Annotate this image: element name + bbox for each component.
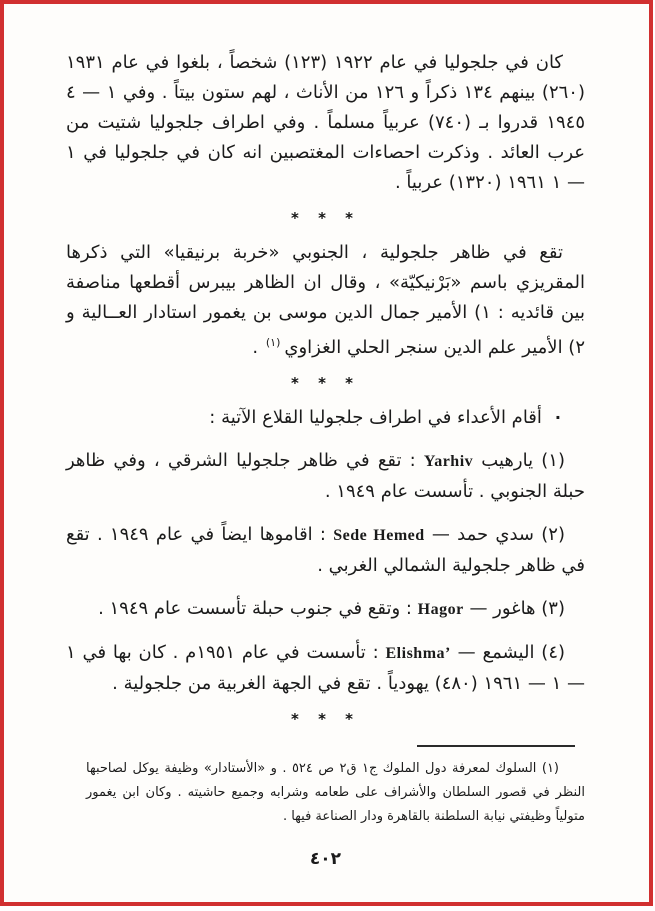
fort-item-3-latin-name: Hagor bbox=[417, 601, 464, 618]
fort-item-1-latin-name: Yarhiv bbox=[423, 453, 474, 470]
fort-item-2-latin-name: Sede Hemed bbox=[333, 527, 425, 544]
section-separator-3: * * * bbox=[291, 710, 360, 728]
fort-item-2-lead: (٢) سدي حمد — bbox=[424, 524, 565, 545]
fort-item-4-latin-name: Elishma’ bbox=[385, 645, 451, 662]
bullet-mark: · bbox=[554, 408, 561, 427]
footnote-text: (١) السلوك لمعرفة دول الملوك ج١ ق٢ ص ٥٢٤ . و «الأستادار» وظيفة يوكل لصاحبها النظر في قصور السلطان والأشراف على طعامه وشرابه وجميع حاشيته . وكان ابن يغمور متولياً وظيفتي نيابة السلطنة بالقاهرة ودار الصناعة فيها . bbox=[86, 761, 585, 824]
fort-item-4 bbox=[66, 638, 585, 699]
paragraph-khirbet-tail: . bbox=[252, 337, 264, 358]
paragraph-demographics: كان في جلجوليا في عام ١٩٢٢ (١٢٣) شخصاً ، بلغوا في عام ١٩٣١ (٢٦٠) بينهم ١٣٤ ذكراً و ١٢٦ من الأناث ، لهم ستون بيتاً . وفي ١ — ٤ ١٩٤٥ قدروا بـ (٧٤٠) عربياً مسلماً . وفي اطراف جلجوليا شتيت من عرب العائد . وذكرت احصاءات المغتصبين انه كان في جلجوليا في ١ — ١ ١٩٦١ (١٣٢٠) عربياً . bbox=[66, 52, 586, 193]
fort-item-4-description: : تأسست في عام ١٩٥١م . كان بها في ١ — ١ — ١٩٦١ (٤٨٠) يهودياً . تقع في الجهة الغربية من جلجولية . bbox=[66, 642, 585, 694]
fort-item-1-lead: (١) يارهيب bbox=[473, 450, 565, 471]
fort-item-2 bbox=[66, 520, 585, 581]
fort-item-3-lead: (٣) هاغور — bbox=[463, 598, 565, 619]
footnote-ref-marker: (١) bbox=[265, 336, 281, 349]
fort-item-1 bbox=[66, 446, 585, 507]
fort-item-3 bbox=[66, 594, 585, 625]
fort-item-3-description: : وتقع في جنوب حبلة تأسست عام ١٩٤٩ . bbox=[98, 598, 418, 619]
fort-item-1-description: : تقع في ظاهر جلجوليا الشرقي ، وفي ظاهر حبلة الجنوبي . تأسست عام ١٩٤٩ . bbox=[66, 450, 585, 502]
forts-intro-line bbox=[66, 403, 585, 433]
paragraph-khirbet-barniqya bbox=[66, 238, 585, 363]
fort-item-2-description: : اقاموها ايضاً في عام ١٩٤٩ . تقع في ظاهر جلجولية الشمالي الغربي . bbox=[66, 524, 585, 576]
page-content bbox=[66, 48, 585, 869]
section-separator-2: * * * bbox=[291, 374, 360, 392]
section-separator-1: * * * bbox=[291, 209, 360, 227]
fort-item-4-lead: (٤) اليشمع — bbox=[450, 642, 566, 663]
forts-intro-text: أقام الأعداء في اطراف جلجوليا القلاع الآتية : bbox=[209, 407, 542, 428]
footnote-divider-rule bbox=[417, 745, 575, 747]
paragraph-khirbet-text: تقع في ظاهر جلجولية ، الجنوبي «خربة برنيقيا» التي ذكرها المقريزي باسم «بَرْنيكيّة» ، وقال ان الظاهر بيبرس أقطعها مناصفة بين قائديه : ١) الأمير جمال الدين موسى بن يغمور استادار العــالية و ٢) الأمير علم الدين سنجر الحلي الغزاوي bbox=[66, 242, 585, 358]
page-number: ٤٠٢ bbox=[309, 849, 342, 869]
